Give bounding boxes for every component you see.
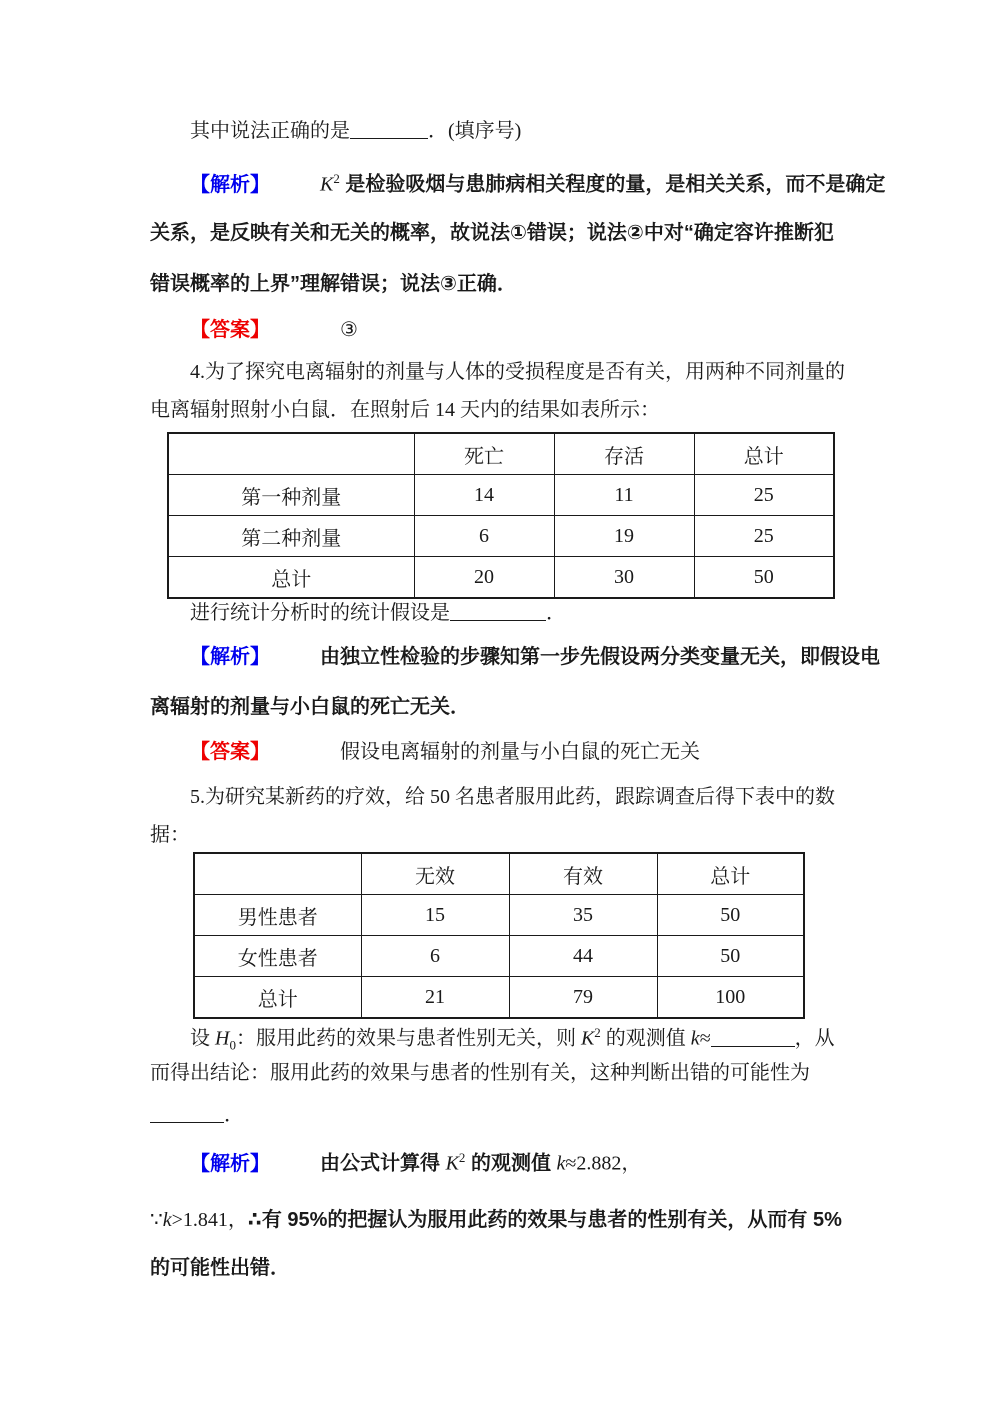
answer-label: 【答案】 <box>190 741 270 763</box>
text-run: 4.为了探究电离辐射的剂量与人体的受损程度是否有关，用两种不同剂量的 <box>190 361 845 383</box>
text-run: ，从 <box>794 1027 835 1050</box>
table-row <box>168 516 834 557</box>
table-cell: 50 <box>694 557 834 599</box>
table-cell: 总计 <box>657 853 804 895</box>
text-run: ∵ <box>150 1209 163 1231</box>
table-header-row <box>194 853 804 895</box>
superscript: 2 <box>333 171 340 186</box>
math-variable: K <box>580 1027 595 1050</box>
q4-analysis-line-2 <box>150 694 470 720</box>
math-variable: k <box>690 1027 700 1050</box>
table-cell: 35 <box>509 895 657 936</box>
text-run: ③ <box>340 319 358 341</box>
table-cell: 79 <box>509 977 657 1019</box>
q4-analysis-line-1 <box>190 644 880 670</box>
analysis-label: 【解析】 <box>190 646 270 668</box>
text-run: >1.841， <box>171 1209 248 1231</box>
analysis-label: 【解析】 <box>190 173 270 196</box>
table-cell: 100 <box>657 977 804 1019</box>
table-cell: 总计 <box>694 433 834 475</box>
table-row <box>168 475 834 516</box>
table-cell: 14 <box>414 475 554 516</box>
table-cell: 20 <box>414 557 554 599</box>
text-run: ∴有 95%的把握认为服用此药的效果与患者的性别有关，从而有 5% <box>247 1209 842 1231</box>
q5-analysis-line-2 <box>150 1207 842 1233</box>
table-cell: 第一种剂量 <box>168 475 414 516</box>
text-run: 5.为研究某新药的疗效，给 50 名患者服用此药，跟踪调查后得下表中的数 <box>190 786 835 808</box>
text-run: 关系，是反映有关和无关的概率，故说法①错误；说法②中对“确定容许推断犯 <box>150 222 834 244</box>
text-run: 错误概率的上界”理解错误；说法③正确． <box>150 273 517 295</box>
table-cell: 15 <box>361 895 509 936</box>
table-cell: 6 <box>361 936 509 977</box>
q4-stem-line-1 <box>190 359 845 385</box>
text-run: 由公式计算得 <box>320 1152 446 1175</box>
text-run: ． <box>224 1104 244 1126</box>
q5-analysis-line-3 <box>150 1255 290 1281</box>
q5-prompt-line-3 <box>150 1102 244 1128</box>
answer-blank <box>150 1106 224 1123</box>
math-variable: k <box>556 1152 566 1175</box>
q5-prompt-line-2 <box>150 1060 810 1086</box>
text-run: 设 <box>190 1027 215 1050</box>
table-cell: 死亡 <box>414 433 554 475</box>
answer-blank <box>711 1030 795 1047</box>
table-cell: 有效 <box>509 853 657 895</box>
superscript: 2 <box>458 1150 466 1165</box>
math-variable: K <box>445 1152 459 1175</box>
text-run: 的可能性出错． <box>150 1257 290 1279</box>
text-run: ：服用此药的效果与患者性别无关，则 <box>235 1027 581 1050</box>
answer-label: 【答案】 <box>190 319 270 341</box>
q3-analysis-line-1 <box>190 166 885 198</box>
table-cell: 11 <box>554 475 694 516</box>
q5-stem-line-2 <box>150 822 190 848</box>
text-run: ．(填序号) <box>428 120 522 142</box>
table-row <box>194 895 804 936</box>
table-cell: 女性患者 <box>194 936 361 977</box>
math-variable: k <box>162 1209 172 1231</box>
table-cell: 50 <box>657 936 804 977</box>
table-cell: 第二种剂量 <box>168 516 414 557</box>
table-cell: 25 <box>694 475 834 516</box>
table-row <box>194 977 804 1019</box>
table-row <box>194 936 804 977</box>
answer-blank <box>450 604 546 621</box>
text-run: 其中说法正确的是 <box>190 120 350 142</box>
table-cell: 25 <box>694 516 834 557</box>
text-run: ≈ <box>699 1027 711 1050</box>
q3-prompt <box>190 118 521 144</box>
q4-answer <box>190 739 700 765</box>
math-variable: H <box>215 1027 230 1050</box>
table-cell: 19 <box>554 516 694 557</box>
text-run: 进行统计分析时的统计假设是 <box>190 602 450 624</box>
table-cell: 30 <box>554 557 694 599</box>
q3-analysis-line-3 <box>150 271 517 297</box>
superscript: 2 <box>594 1025 601 1040</box>
table-cell: 50 <box>657 895 804 936</box>
table-cell: 男性患者 <box>194 895 361 936</box>
table-cell <box>194 853 361 895</box>
table-cell: 存活 <box>554 433 694 475</box>
text-run: 由独立性检验的步骤知第一步先假设两分类变量无关，即假设电 <box>320 646 880 668</box>
q5-stem-line-1 <box>190 784 835 810</box>
text-run: 离辐射的剂量与小白鼠的死亡无关． <box>150 696 470 718</box>
q5-analysis-line-1 <box>190 1145 641 1177</box>
q5-prompt-line-1 <box>190 1020 835 1059</box>
text-run: 是检验吸烟与患肺病相关程度的量，是相关关系，而不是确定 <box>339 173 886 196</box>
text-run: 据： <box>150 824 190 846</box>
q4-stem-line-2 <box>150 397 660 423</box>
table-cell: 无效 <box>361 853 509 895</box>
text-run: ． <box>546 602 566 624</box>
table-cell: 总计 <box>194 977 361 1019</box>
subscript: 0 <box>229 1037 236 1053</box>
radiation-table <box>167 432 835 599</box>
answer-blank <box>350 122 428 139</box>
table-row <box>168 557 834 599</box>
text-run: 的观测值 <box>600 1027 691 1050</box>
math-variable: K <box>320 173 334 196</box>
text-run: 电离辐射照射小白鼠．在照射后 14 天内的结果如表所示： <box>150 399 660 421</box>
drug-effect-table <box>193 852 805 1019</box>
table-cell: 6 <box>414 516 554 557</box>
table-cell: 44 <box>509 936 657 977</box>
table-cell: 总计 <box>168 557 414 599</box>
text-run: 而得出结论：服用此药的效果与患者的性别有关，这种判断出错的可能性为 <box>150 1062 810 1084</box>
text-run: 假设电离辐射的剂量与小白鼠的死亡无关 <box>340 741 700 763</box>
text-run: ≈2.882， <box>565 1152 642 1175</box>
q3-answer <box>190 317 358 343</box>
table-header-row <box>168 433 834 475</box>
q3-analysis-line-2 <box>150 220 834 246</box>
analysis-label: 【解析】 <box>190 1152 270 1175</box>
q4-prompt <box>190 600 566 626</box>
table-cell <box>168 433 414 475</box>
text-run: 的观测值 <box>465 1152 557 1175</box>
table-cell: 21 <box>361 977 509 1019</box>
